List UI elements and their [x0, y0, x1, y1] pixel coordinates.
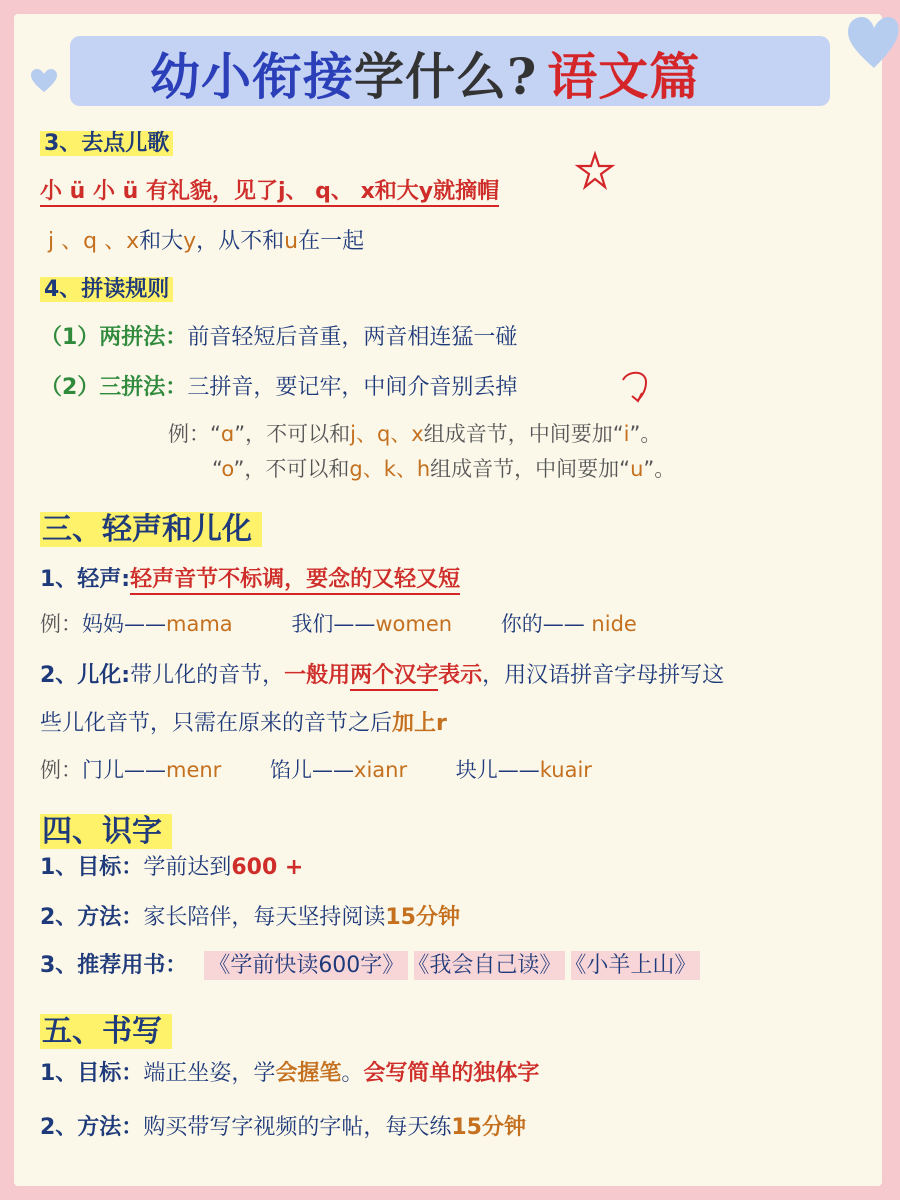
- writing-method: 2、方法：购买带写字视频的字帖，每天练15分钟: [40, 1115, 526, 1140]
- title-part2: 学什么?: [354, 47, 538, 106]
- erhua-rule-line-1: 2、儿化:带儿化的音节，一般用两个汉字表示，用汉语拼音字母拼写这: [40, 658, 724, 689]
- section-3-heading: 三、轻声和儿化: [40, 504, 262, 548]
- book-1: 《学前快读600字》: [204, 951, 408, 980]
- rhyme-line-1: 小 ü 小 ü 有礼貌，见了j、 q、 x和大y就摘帽: [40, 174, 499, 205]
- literacy-method: 2、方法：家长陪伴，每天坚持阅读15分钟: [40, 905, 460, 930]
- item-4-label: 4、拼读规则: [40, 272, 173, 303]
- rule-2: （2）三拼法：三拼音，要记牢，中间介音别丢掉: [40, 375, 518, 400]
- book-2: 《我会自己读》: [414, 951, 565, 980]
- section-4-heading: 四、识字: [40, 806, 172, 850]
- book-3: 《小羊上山》: [571, 951, 700, 980]
- light-tone-rule: 1、轻声:轻声音节不标调，要念的又轻又短: [40, 562, 460, 593]
- title-part1: 幼小衔接: [150, 47, 354, 106]
- page-title: [150, 38, 700, 108]
- recommended-books: 3、推荐用书： 《学前快读600字》 《我会自己读》 《小羊上山》: [40, 948, 700, 979]
- example-2: “o”，不可以和g、k、h组成音节，中间要加“u”。: [212, 457, 676, 481]
- heart-icon: [30, 68, 58, 94]
- curved-arrow-icon: [620, 368, 654, 404]
- rule-1: （1）两拼法：前音轻短后音重，两音相连猛一碰: [40, 325, 518, 350]
- title-part3: 语文篇: [547, 47, 701, 106]
- light-tone-examples: 例：妈妈——mama 我们——women 你的—— nide: [40, 612, 637, 636]
- writing-goal: 1、目标：端正坐姿，学会握笔。会写简单的独体字: [40, 1061, 540, 1086]
- erhua-rule-line-2: 些儿化音节，只需在原来的音节之后加上r: [40, 711, 447, 736]
- erhua-examples: 例：门儿——menr 馅儿——xianr 块儿——kuair: [40, 758, 592, 782]
- rhyme-line-2: j 、q 、x和大y，从不和u在一起: [48, 229, 365, 254]
- example-1: 例：“ɑ”，不可以和j、q、x组成音节，中间要加“i”。: [168, 422, 662, 446]
- heart-icon: [846, 14, 900, 70]
- literacy-goal: 1、目标：学前达到600 +: [40, 855, 304, 880]
- item-3-label: 3、去点儿歌: [40, 126, 173, 157]
- section-5-heading: 五、书写: [40, 1006, 172, 1050]
- star-icon: [574, 150, 616, 192]
